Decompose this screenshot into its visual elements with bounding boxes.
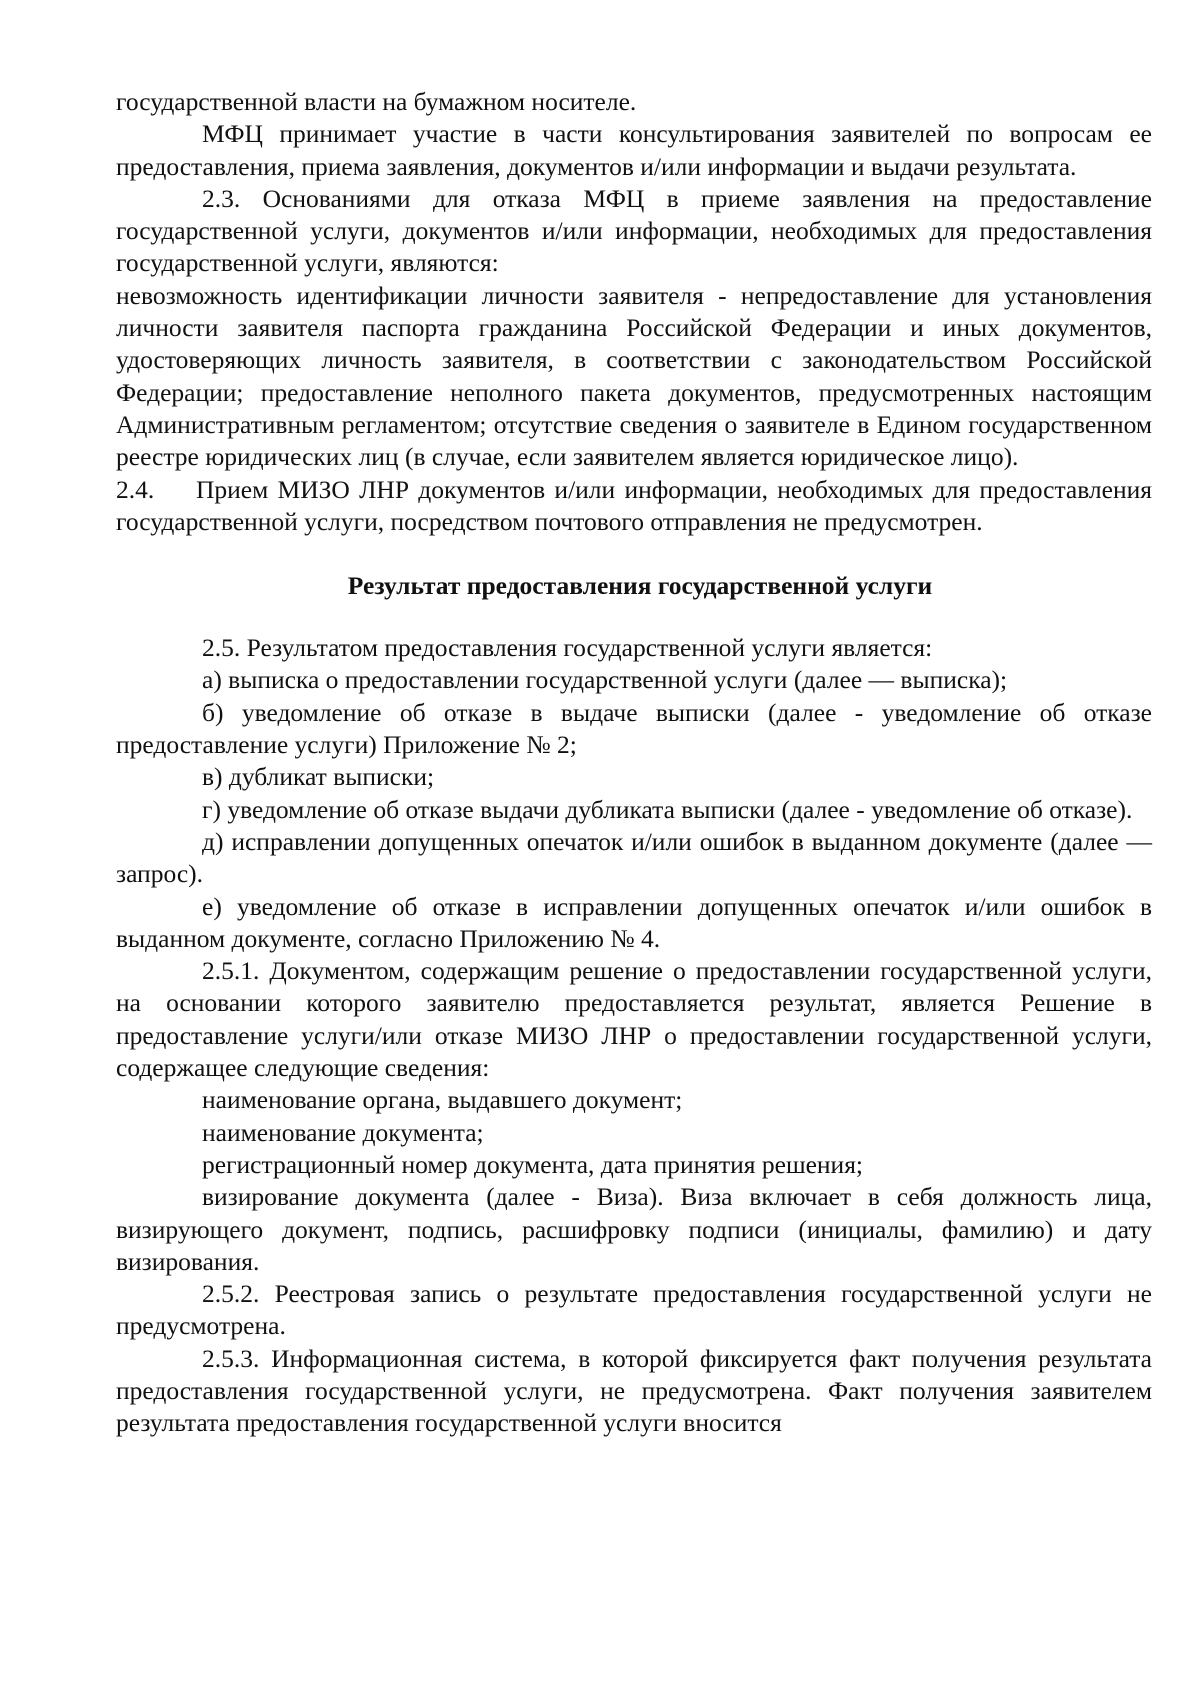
- paragraph: 2.5.2. Реестровая запись о результате предоставления государственной услуги не предусмотрена.: [116, 1279, 1152, 1341]
- paragraph: государственной власти на бумажном носителе.: [116, 87, 637, 116]
- list-item: д) исправлении допущенных опечаток и/или ошибок в выданном документе (далее — запрос).: [116, 826, 1152, 889]
- list-item: е) уведомление об отказе в исправлении допущенных опечаток и/или ошибок в выданном документе, согласно Приложению № 4.: [116, 891, 1152, 953]
- paragraph: невозможность идентификации личности заявителя - непредоставление для установления личности заявителя паспорта гражданина Российской Федерации и иных документов, удостоверяющих личность заявителя, в соответствии с законодательством Российской Федерации; предоставление неполного пакета документов, предусмотренных настоящим Административным регламентом; отсутствие сведения о заявителе в Едином государственном реестре юридических лиц (в случае, если заявителем является юридическое лицо).: [116, 280, 1152, 472]
- section-2-4: [116, 474, 1152, 539]
- section-number: 2.4.: [116, 474, 155, 504]
- list-item: в) дубликат выписки;: [202, 762, 435, 792]
- paragraph: визирование документа (далее - Виза). Виза включает в себя должность лица, визирующего документ, подпись, расшифровку подписи (инициалы, фамилию) и дату визирования.: [116, 1182, 1152, 1276]
- list-item: наименование документа;: [202, 1117, 484, 1147]
- paragraph: МФЦ принимает участие в части консультирования заявителей по вопросам ее предоставления, приема заявления, документов и/или информации и выдачи результата.: [116, 119, 1152, 181]
- list-item: б) уведомление об отказе в выдаче выписки (далее - уведомление об отказе предоставление услуги) Приложение № 2;: [116, 697, 1152, 760]
- paragraph: 2.5. Результатом предоставления государственной услуги является:: [202, 633, 933, 663]
- section-heading: Результат предоставления государственной услуги: [347, 571, 933, 601]
- list-item: регистрационный номер документа, дата принятия решения;: [202, 1149, 864, 1179]
- paragraph: 2.5.1. Документом, содержащим решение о предоставлении государственной услуги, на основании которого заявителю предоставляется результат, является Решение в предоставление услуги/или отказе МИЗО ЛНР о предоставлении государственной услуги, содержащее следующие сведения:: [116, 956, 1152, 1083]
- paragraph: 2.5.3. Информационная система, в которой фиксируется факт получения результата предоставления государственной услуги, не предусмотрена. Факт получения заявителем результата предоставления государственной услуги вносится: [116, 1343, 1152, 1438]
- paragraph: 2.3. Основаниями для отказа МФЦ в приеме заявления на предоставление государственной услуги, документов и/или информации, необходимых для предоставления государственной услуги, являются:: [116, 183, 1152, 278]
- list-item: а) выписка о предоставлении государственной услуги (далее — выписка);: [202, 665, 1008, 695]
- list-item: г) уведомление об отказе выдачи дубликата выписки (далее - уведомление об отказе).: [202, 794, 1133, 824]
- list-item: наименование органа, выдавшего документ;: [202, 1085, 683, 1115]
- section-text: Прием МИЗО ЛНР документов и/или информации, необходимых для предоставления государственной услуги, посредством почтового отправления не предусмотрен.: [116, 474, 1152, 536]
